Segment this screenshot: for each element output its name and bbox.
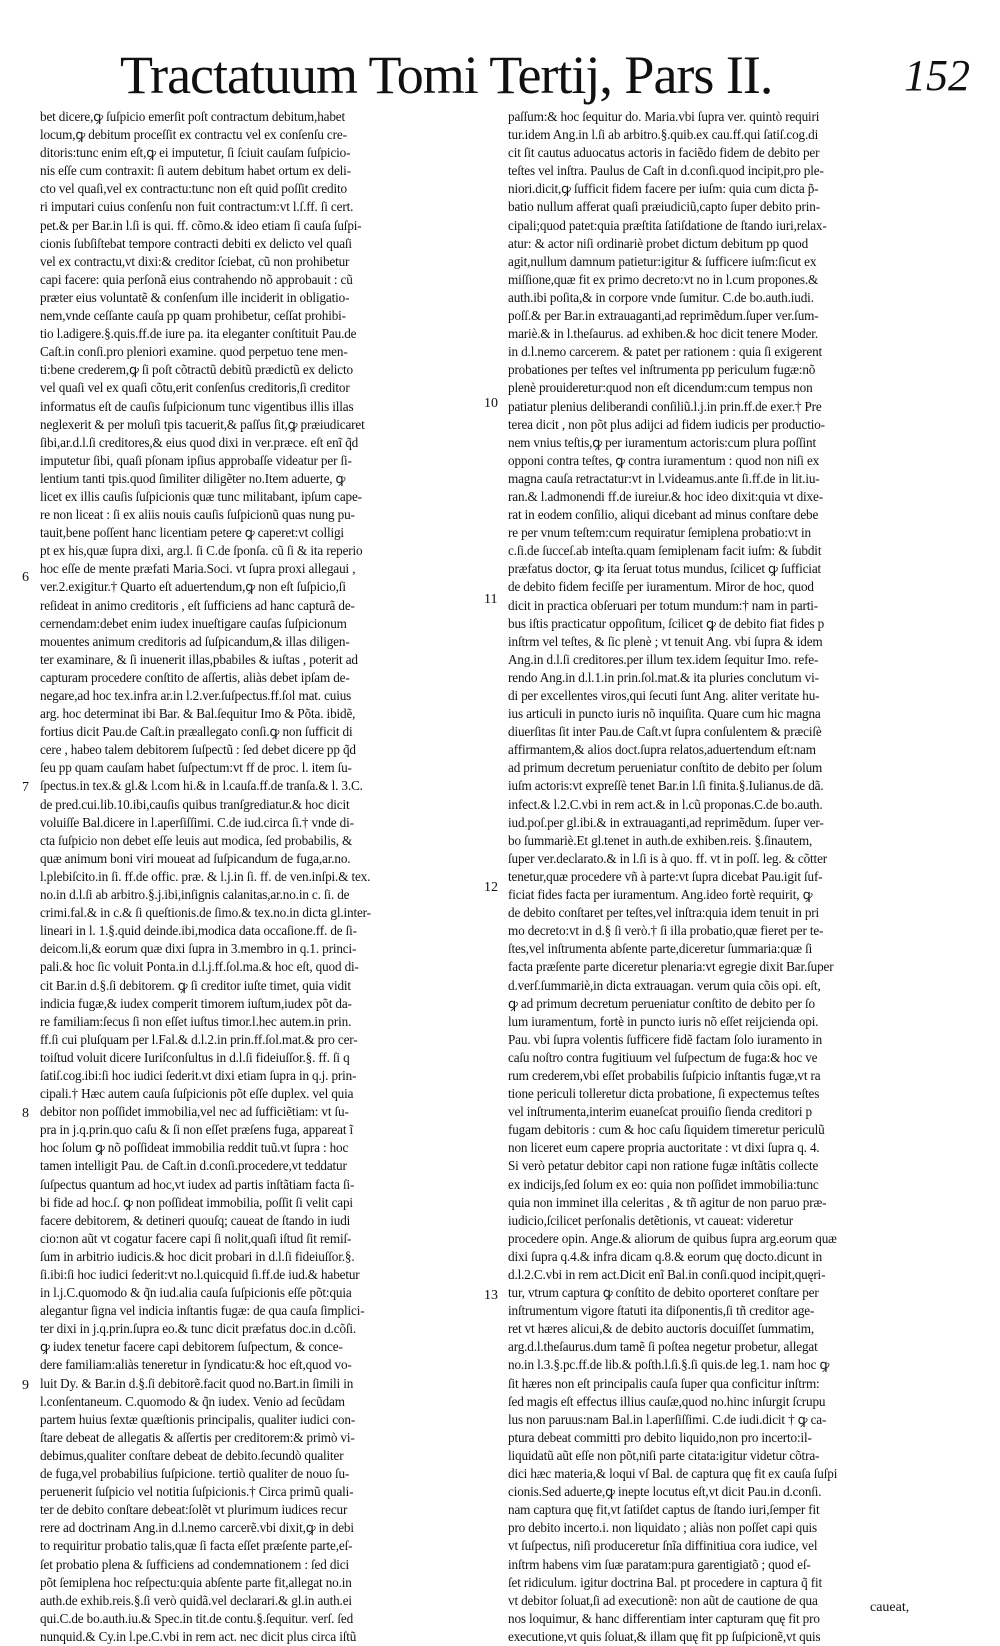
text-line: c.ſi.de ſucceſ.ab inteſta.quam ſemiplenam facit iuſm: & ſubdit: [508, 543, 822, 559]
text-line: tio l.adigere.§.quis.ff.de iure pa. ita eleganter conſtituit Pau.de: [40, 326, 357, 342]
text-line: re non liceat : ſi ex aliis nouis cauſis ſuſpicionũ quas nung pu-: [40, 507, 355, 523]
text-line: mo decreto:vt in d.§ ſi verò.† ſi illa probatio,quæ fieret per te-: [508, 923, 824, 939]
text-line: crimi.fal.& in c.& ſi queſtionis.de ſimo.& tex.no.in dicta gl.inter-: [40, 905, 371, 921]
text-line: teſtes vel inſtra. Paulus de Caſt in d.conſi.quod incipit,pro ple-: [508, 163, 824, 179]
text-line: ſet ridiculum. igitur doctrina Bal. pt procedere in captura q̃ fit: [508, 1574, 822, 1590]
text-line: hoc ſolum ꝙ nõ poſſideat immobilia reddit tuũ.vt ſupra : hoc: [40, 1140, 349, 1156]
text-line: ex indicijs,ſed ſolum ex eo: quia non poſſidet immobilia:tunc: [508, 1176, 819, 1192]
margin-number-12: 12: [484, 880, 498, 895]
text-line: quæ animum boni viri moueat ad ſuſpicandum de fuga,ar.no.: [40, 850, 351, 866]
text-line: rum crederem,vbi eſſet probabilis ſuſpicio inſtantis fugæ,vt ra: [508, 1067, 821, 1083]
text-line: vel quaſi vel ex quaſi cõtu,erit conſenſus creditoris,ſi creditor: [40, 380, 350, 396]
text-line: opponi contra teſtes, ꝙ contra iuramentum : quod non niſi ex: [508, 452, 820, 468]
text-line: licet ex illis cauſis ſuſpicionis quæ tunc militabant, ipſum cape-: [40, 488, 362, 504]
margin-number-13: 13: [484, 1288, 498, 1303]
text-line: caſu noſtro contra fugitiuum vel ſuſpectum de fuga:& hoc ve: [508, 1049, 818, 1065]
text-line: nos loquimur, & hanc differentiam inter capturam quę fit pro: [508, 1610, 820, 1626]
text-line: rendo Ang.in d.l.1.in prin.ſol.mat.& ita pluries conclutum vi-: [508, 669, 819, 685]
text-line: tenetur,quæ procedere vñ à parte:vt ſupra dicebat Pau.igit ſuf-: [508, 868, 823, 884]
text-line: ter dixi in j.q.prin.ſupra eo.& tunc dicit præfatus doc.in d.cõſi.: [40, 1321, 357, 1337]
text-line: capturam procedere conſtito de aſſertis, aliàs debet ipſam de-: [40, 669, 350, 685]
text-line: in l.j.C.quomodo & q̃n iud.alia cauſa ſuſpicionis eſſe põt:quia: [40, 1285, 352, 1301]
text-line: dere familiam:aliàs teneretur in ſyndicatu:& hoc eſt,quod vo-: [40, 1357, 352, 1373]
text-line: toiſtud voluit dicere Iuriſconſultus in d.l.ſi fideiuſſor.§. ff. ſi q: [40, 1049, 350, 1065]
text-line: re per vnum teſtem:cum requiratur ſemiplena probatio:vt in: [508, 525, 811, 541]
text-line: tamen intelligit Pau. de Caſt.in d.conſi.procedere,vt teddatur: [40, 1158, 347, 1174]
text-line: ſit hæres non eſt principalis cauſa ſuper qua conficitur inſtrm:: [508, 1375, 820, 1391]
text-line: Ang.in d.l.ſi creditores.per illum tex.idem ſequitur Imo. refe-: [508, 651, 819, 667]
text-line: iud.poſ.per gl.ibi.& in extrauaganti,ad reprimẽdum. ſuper ver-: [508, 814, 824, 830]
text-line: facere debitorem, & detineri quouſq; caueat de ſtando in iudi: [40, 1212, 351, 1228]
text-line: agit,nullum damnum patietur:igitur & ſufficere iuſm:ſicut ex: [508, 253, 817, 269]
text-line: præter eius voluntatẽ & conſenſum ille inciderit in obligatio-: [40, 289, 350, 305]
text-line: magna cauſa retractatur:vt in l.videamus.ante ſi.ff.de in lit.iu-: [508, 470, 820, 486]
text-line: arg.d.l.theſaurus.dum tamẽ ſi poſtea negetur probetur, allegat: [508, 1339, 818, 1355]
text-line: ſum in arbitrio iudicis.& hoc dicit probari in d.l.ſi fideiuſſor.§.: [40, 1248, 355, 1264]
text-line: nunquid.& Cy.in l.pe.C.vbi in rem act. nec dicit plus circa iſtũ: [40, 1628, 357, 1644]
text-line: pro debito incerto.i. non liquidato ; aliàs non poſſet capi quis: [508, 1520, 818, 1536]
text-line: l.conſentaneum. C.quomodo & q̃n iudex. Venio ad ſecũdam: [40, 1393, 345, 1409]
text-line: cipali.† Hæc autem cauſa ſuſpicionis põt eſſe duplex. vel quia: [40, 1086, 354, 1102]
text-line: nem vnius teſtis,ꝙ per iuramentum actoris:cum plura poſſint: [508, 434, 816, 450]
text-line: ter examinare, & ſi inuenerit illas,pbabiles & iuſtas , poterit ad: [40, 651, 358, 667]
text-line: iudicio,ſcilicet perſonalis detẽtionis, vt caueat: videretur: [508, 1212, 794, 1228]
text-line: in d.l.nemo carcerem. & patet per rationem : quia ſi exigerent: [508, 344, 823, 360]
text-line: negare,ad hoc tex.infra ar.in l.2.ver.ſuſpectus.ff.ſol mat. cuius: [40, 688, 352, 703]
text-line: affirmantem,& alios doct.ſupra relatos,aduertendum eſt:nam: [508, 742, 816, 758]
text-line: quia non imminet illa celeritas , & tñ agitur de non paruo præ-: [508, 1194, 827, 1210]
text-line: tauit,bene poſſent hanc licentiam petere ꝙ caperet:vt colligi: [40, 525, 344, 541]
text-line: probationes per teſtes vel inſtrumenta pp periculum fugæ:nõ: [508, 362, 816, 378]
text-line: alegantur ſigna vel indicia inſtantis fugæ: de qua cauſa ſimplici-: [40, 1303, 365, 1319]
text-line: debimus,qualiter conſtare debeat de debito.ſecundò qualiter: [40, 1447, 344, 1463]
text-line: no.in d.l.ſi ab arbitro.§.j.ibi,inſignis calanitas,ar.no.in c. ſi. de: [40, 887, 350, 903]
text-line: ſuper ver.declarato.& in l.ſi is à quo. ff. vt in poſſ. leg. & cõtter: [508, 850, 828, 866]
text-line: bet dicere,ꝙ ſuſpicio emerſit poſt contractum debitum,habet: [40, 109, 345, 124]
text-line: re familiam:ſecus ſi non eſſet iuſtus timor.l.hec autem.in prin.: [40, 1013, 352, 1029]
text-line: ſeu pp quam cauſam habet ſuſpectum:vt ff de proc. l. item ſu-: [40, 760, 352, 776]
text-line: deicom.li,& eorum quæ dixi ſupra in 3.membro in q.1. princi-: [40, 941, 357, 957]
text-line: tur, vtrum captura ꝙ conſtito de debito oporteret conſtare per: [508, 1285, 819, 1301]
margin-number-7: 7: [22, 780, 29, 795]
text-line: lentium tanti tpis.quod ſimiliter diligẽter no.Item aduerte, ꝙ: [40, 470, 346, 486]
text-line: to requiritur probatio talis,quæ ſi facta eſſet præſente parte,eſ-: [40, 1538, 353, 1554]
text-line: facta præſente parte diceretur plenaria:vt egregie dixit Bar.ſuper: [508, 959, 834, 975]
text-line: pra in j.q.prin.quo caſu & ſi non eſſet præſens fuga, appareat ĩ: [40, 1122, 354, 1138]
right-text-column: [508, 108, 938, 1644]
text-line: tur.idem Ang.in l.ſi ab arbitro.§.quib.ex cau.ff.qui ſatiſ.cog.di: [508, 127, 819, 143]
text-line: rere ad doctrinam Ang.in d.l.nemo carcerẽ.vbi dixit,ꝙ in debi: [40, 1520, 354, 1536]
margin-number-6: 6: [22, 570, 29, 585]
text-line: põt ſemiplena hoc reſpectu:quia abſente parte fit,allegat no.in: [40, 1574, 352, 1590]
text-line: fugam debitoris : cum & hoc caſu ſiquidem timeretur periculũ: [508, 1122, 825, 1138]
text-line: arg. hoc determinat ibi Bar. & Bal.ſequitur Imo & Põta. ibidẽ,: [40, 706, 356, 722]
text-line: l.plebiſcito.in ſi. ff.de offic. præ. & l.j.in ſi. ff. de ven.inſpi.& tex.: [40, 868, 371, 884]
text-line: batio nullum afferat quaſi præiudiciũ,capto ſuper debito prin-: [508, 199, 820, 215]
text-line: lum iuramentum, fortè in puncto iuris nõ eſſet reijcienda opi.: [508, 1013, 819, 1029]
text-line: capi facere: quia perſonã eius contrahendo nõ approbauit : cũ: [40, 271, 353, 287]
text-line: Si verò petatur debitor capi non ratione fugæ inſtãtis collecte: [508, 1158, 819, 1174]
text-line: neglexerit & per moluſi tpis tacuerit,& paſſus ſit,ꝙ præiudicaret: [40, 416, 365, 432]
text-line: informatus eſt de cauſis ſuſpicionum tunc vigentibus illis illas: [40, 398, 354, 414]
text-line: vt ſuſpectus, niſi produceretur ſnĩa diffinitiua cora iudice, vel: [508, 1538, 818, 1554]
text-line: ſtare debeat de allegatis & aſſertis per creditorem:& primò vi-: [40, 1429, 355, 1445]
left-text-column: [40, 108, 475, 1644]
margin-number-9: 9: [22, 1378, 29, 1393]
text-line: poſſ.& per Bar.in extrauaganti,ad reprimẽdum.ſuper ver.ſum-: [508, 308, 819, 324]
text-line: præfatus doctor, ꝙ ita ſeruat totus mundus, ſcilicet ꝙ ſufficiat: [508, 561, 822, 577]
text-line: cit ſit cautus aduocatus actoris in faciẽdo fidem de debito per: [508, 145, 820, 161]
text-line: nis eſſe cum contraxit: ſi autem debitum habet ortum ex deli-: [40, 163, 351, 179]
text-line: ficiat fides facta per iuramentum. Ang.ideo fortè requirit, ꝙ: [508, 887, 813, 903]
text-line: lineari in l. 1.§.quid deinde.ibi,modica data occaſione.ff. de ſi-: [40, 923, 357, 939]
text-line: pet.& per Bar.in l.ſi is qui. ff. cõmo.& ideo etiam ſi cauſa ſuſpi-: [40, 217, 362, 233]
text-line: cionis.Sed aduerte,ꝙ inepte locutus eſt,vt dicit Pau.in d.conſi.: [508, 1484, 822, 1500]
text-line: pali.& hoc ſic voluit Ponta.in d.l.j.ff.ſol.ma.& hoc eſt, quod di-: [40, 959, 359, 975]
text-line: atur: & actor niſi ordinariè probet dictum debitum pp quod: [508, 235, 809, 251]
text-line: ſatiſ.cog.ibi:ſi hoc iudici ſederit.vt dixi etiam ſupra in q.j. prin-: [40, 1067, 357, 1083]
text-line: indicia fugæ,& iudex comperit timorem iuſtum,iudex põt da-: [40, 995, 352, 1011]
text-line: d.verſ.ſummariè,in dicta extrauagan. verum quia cõis opi. eſt,: [508, 977, 821, 993]
text-line: ad primum decretum perueniatur conſtito de debito per ſolum: [508, 760, 823, 776]
text-line: di per excellentes viros,qui ſecuti ſunt Ang. aliter veritate hu-: [508, 688, 820, 703]
text-line: cere , habeo talem debitorem ſuſpectũ : ſed debet dicere pp q̃d: [40, 742, 356, 758]
text-line: ius articuli in puncto iuris nõ inquiſita. Quare cum hic magna: [508, 706, 821, 722]
text-line: debitor non poſſidet immobilia,vel nec ad ſufficiẽtiam: vt ſu-: [40, 1104, 349, 1120]
running-title: Tractatuum Tomi Tertij, Pars II.: [120, 45, 773, 105]
text-line: auth.ibi poſita,& in corpore vnde ſumitur. C.de bo.auth.iudi.: [508, 289, 814, 305]
text-line: dixi ſupra q.4.& infra dicam q.8.& eorum quę docto.dicunt in: [508, 1248, 823, 1264]
text-line: infect.& l.2.C.vbi in rem act.& in l.cũ proponas.C.de bo.auth.: [508, 796, 823, 812]
text-line: diuerſitas ſit inter Pau.de Caſt.vt ſupra conſulentem & præciſè: [508, 724, 822, 740]
text-line: inſtrm vel teſtes, & ſic plenè ; vt tenuit Ang. vbi ſupra & idem: [508, 633, 823, 649]
text-line: vel ex contractu,vt dixi:& creditor ſciebat, cũ non prohibetur: [40, 253, 350, 269]
text-line: de pred.cui.lib.10.ibi,cauſis quibus tranſgrediatur.& hoc dicit: [40, 796, 350, 812]
text-line: de debito fidem feciſſe per iuramentum. Miror de hoc, quod: [508, 579, 814, 595]
text-line: ſi.ibi:ſi hoc iudici ſederit:vt no.l.quicquid ſi.ff.de iud.& habetur: [40, 1267, 360, 1282]
text-line: bus iſtis practicatur oppoſitum, ſcilicet ꝙ de debito fiat fides p: [508, 615, 825, 631]
text-line: partem huius ſextæ quæſtionis principalis, qualiter iudici con-: [40, 1411, 356, 1427]
text-line: nam captura quę fit,vt ſatiſdet captus de ſtando iuri,ſemper fit: [508, 1502, 820, 1518]
text-line: de debito conſtaret per teſtes,vel inſtra:quia idem tenuit in pri: [508, 905, 820, 921]
margin-number-10: 10: [484, 396, 498, 411]
text-line: mariè.& in l.theſaurus. ad exhiben.& hoc dicit tenere Moder.: [508, 326, 818, 342]
text-line: mouentes animum creditoris ad ſuſpicandum,& illas diligen-: [40, 633, 350, 649]
text-line: terea dicit , non põt plus adijci ad fidem iudicis per productio-: [508, 416, 825, 432]
text-line: luit Dy. & Bar.in d.§.ſi debitorẽ.facit quod no.Bart.in ſimili in: [40, 1375, 354, 1391]
text-line: ſed magis eſt effectus illius cauſæ,quod no.hinc inſurgit ſcrupu: [508, 1393, 826, 1409]
text-line: rat in eodem conſilio, aliqui dicebant ad minus conſtare debe: [508, 507, 819, 523]
text-line: ret vt hæres alicui,& de debito auctoris docuiſſet ſummatim,: [508, 1321, 814, 1337]
text-line: cta ſuſpicio non debet eſſe leuis aut modica, ſed probabilis, &: [40, 832, 353, 848]
text-line: ter de debito conſtare debeat:ſolẽt vt plurimum iudices recur: [40, 1502, 348, 1518]
text-line: ꝙ iudex tenetur facere capi debitorem ſuſpectum, & conce-: [40, 1339, 343, 1355]
text-line: Caſt.in conſi.pro pleniori examine. quod perpetuo tene men-: [40, 344, 348, 360]
text-line: ver.2.exigitur.† Quarto eſt aduertendum,ꝙ non eſt ſuſpicio,ſi: [40, 579, 346, 595]
text-line: ſibi,ar.d.l.ſi creditores,& eius quod dixi in ver.præce. eſt enĩ q̃d: [40, 434, 359, 450]
text-line: cipali;quod patet:quia præſtita ſatiſdatione de ſtando iuri,relax-: [508, 217, 827, 233]
text-line: cionis ſubſiſtebat tempore contracti debiti ex delicto vel quaſi: [40, 235, 352, 251]
text-line: inſtrumentum vigore ſtatuti ita diſponentis,ſi tñ creditor age-: [508, 1303, 815, 1319]
text-line: bi fide ad hoc.ſ. ꝙ non poſſideat immobilia, poſſit ſi velit capi: [40, 1194, 353, 1210]
text-line: miſſione,quæ fit ex primo decreto:vt no in l.cum propones.&: [508, 271, 819, 287]
margin-number-8: 8: [22, 1106, 29, 1121]
text-line: voluiſſe Bal.dicere in l.aperſiſſimi. C.de iud.circa ſi.† vnde di-: [40, 814, 354, 830]
text-line: plenè prouideretur:quod non eſt dicendum:cum tempus non: [508, 380, 813, 396]
text-line: hoc eſſe de mente præfati Maria.Soci. vt ſupra proxi allegaui ,: [40, 561, 356, 577]
text-line: vel inſtrumenta,interim euaneſcat prouiſio ſienda creditori p: [508, 1104, 812, 1120]
text-line: peruenerit ſuſpicio vel notitia ſuſpicionis.† Circa primũ quali-: [40, 1484, 354, 1500]
text-line: paſſum:& hoc ſequitur do. Maria.vbi ſupra ver. quintò requiri: [508, 109, 820, 124]
text-line: lus non paruus:nam Bal.in l.aperſiſſimi. C.de iudi.dicit † ꝙ ca-: [508, 1411, 827, 1427]
text-line: cio:non aũt vt cogatur facere capi ſi nolit,quaſi iſtud ſit remiſ-: [40, 1230, 352, 1246]
text-line: procedere opin. Ange.& aliorum de quibus ſupra arg.eorum quæ: [508, 1230, 837, 1246]
text-line: ff.ſi cui pluſquam per l.Fal.& d.l.2.in prin.ff.ſol.mat.& pro cer-: [40, 1031, 358, 1047]
text-line: ti:bene crederem,ꝙ ſi poſt cõtractũ debitũ prædictũ ex delicto: [40, 362, 353, 378]
text-line: patiatur plenius deliberandi conſiliũ.l.j.in prin.ff.de exer.† Pre: [508, 398, 822, 414]
text-line: ꝙ ad primum decretum perueniatur conſtito de debito per ſo: [508, 995, 815, 1011]
margin-number-11: 11: [484, 592, 498, 607]
text-line: ſpectus.in tex.& gl.& l.com hi.& in l.cauſa.ff.de tranſa.& l. 3.C.: [40, 778, 363, 794]
text-line: dici hæc materia,& loqui vſ Bal. de captura quę fit ex cauſa ſuſpi: [508, 1466, 838, 1482]
page-header: [120, 40, 980, 110]
text-line: non liceret eum capere propria auctoritate : vt dixi ſupra q. 4.: [508, 1140, 820, 1156]
text-line: no.in l.3.§.pc.ff.de lib.& poſth.l.ſi.§.ſi quis.de leg.1. nam hoc ꝙ: [508, 1357, 830, 1373]
catchword: caueat,: [870, 1600, 910, 1615]
text-line: Pau. vbi ſupra volentis ſufficere fidẽ factam ſolo iuramento in: [508, 1031, 823, 1047]
text-line: cit Bar.in d.§.ſi debitorem. ꝙ ſi creditor iuſte timet, quia vidit: [40, 977, 351, 993]
text-line: vt debitor ſoluat,ſi ad executionẽ: non aũt de cautione de qua: [508, 1592, 818, 1608]
text-line: auth.de exhib.reis.§.ſi verò quidã.vel declarari.& gl.in auth.ei: [40, 1592, 352, 1608]
text-line: inſtrm habens vim ſuæ paratam:pura garentigiatõ ; quod eſ-: [508, 1556, 811, 1572]
text-line: dicit in practica obſeruari per totum mundum:† nam in parti-: [508, 597, 818, 613]
text-line: ptura debeat committi pro debito liquido,non pro incerto:il-: [508, 1429, 812, 1445]
text-line: pt ex his,quæ ſupra dixi, arg.l. ſi C.de ſponſa. cũ ſi & ita reperio: [40, 543, 363, 559]
text-line: ri imputari cuius conſenſu non fuit contractum:vt l.ſ.ff. ſi cert.: [40, 199, 354, 215]
text-line: bo ſummariè.Et gl.tenet in auth.de exhiben.reis. §.ſinautem,: [508, 832, 813, 848]
text-line: iuſm actoris:vt expreſſè tenet Bar.in l.ſi finita.§.Iulianus.de dã.: [508, 778, 824, 794]
text-line: tione periculi tolleretur dicta probatione, ſi expectemus teſtes: [508, 1086, 820, 1102]
text-line: nem,vnde ceſſante cauſa pp quam prohibetur, ceſſat prohibi-: [40, 308, 346, 324]
text-line: reſideat in animo creditoris , eſt ſufficiens ad hanc capturã de-: [40, 597, 355, 613]
text-line: qui.C.de bo.auth.iu.& Spec.in tit.de contu.§.ſequitur. verſ. ſed: [40, 1610, 354, 1626]
text-line: imputetur ſibi, quaſi pſonam ipſius approbaſſe videatur per ſi-: [40, 452, 352, 468]
text-line: fortius dicit Pau.de Caſt.in præallegato conſi.ꝙ non ſufficit di: [40, 724, 353, 740]
text-line: ſet probatio plena & ſufficiens ad condemnationem : ſed dici: [40, 1556, 349, 1572]
text-line: executione,vt quis ſoluat,& illam quę fit pp ſuſpicionẽ,vt quis: [508, 1628, 821, 1644]
text-line: ſtes,vel inſtrumenta abſente parte,diceretur ſummaria:quæ ſi: [508, 941, 813, 957]
text-line: cernendam:debet enim iudex inueſtigare cauſas ſuſpicionum: [40, 615, 347, 631]
text-line: locum,ꝙ debitum proceſſit ex contractu vel ex conſenſu cre-: [40, 127, 347, 143]
text-line: ditoris:tunc enim eſt,ꝙ ei imputetur, ſi ſciuit cauſam ſuſpicio-: [40, 145, 351, 161]
folio-number: 152: [904, 51, 970, 100]
text-line: niori.dicit,ꝙ ſufficit fidem facere per iuſm: quia cum dicta p̃-: [508, 181, 819, 197]
text-line: d.l.2.C.vbi in rem act.Dicit enĩ Bal.in conſi.quod incipit,quęri-: [508, 1267, 826, 1282]
text-line: cto vel quaſi,vel ex contractu:tunc non eſt quid poſſit credito: [40, 181, 347, 197]
text-line: liquidatũ aũt eſſe non põt,niſi parte citata:igitur videtur cõtra-: [508, 1447, 820, 1463]
text-line: de fuga,vel probabilius ſuſpicione. tertiò qualiter de nouo ſu-: [40, 1466, 350, 1482]
text-line: ran.& l.admonendi ff.de iureiur.& hoc ideo dixit:quia vt dixe-: [508, 488, 823, 504]
text-line: ſuſpectus quantum ad hoc,vt iudex ad partis inſtãtiam facta ſi-: [40, 1176, 355, 1192]
